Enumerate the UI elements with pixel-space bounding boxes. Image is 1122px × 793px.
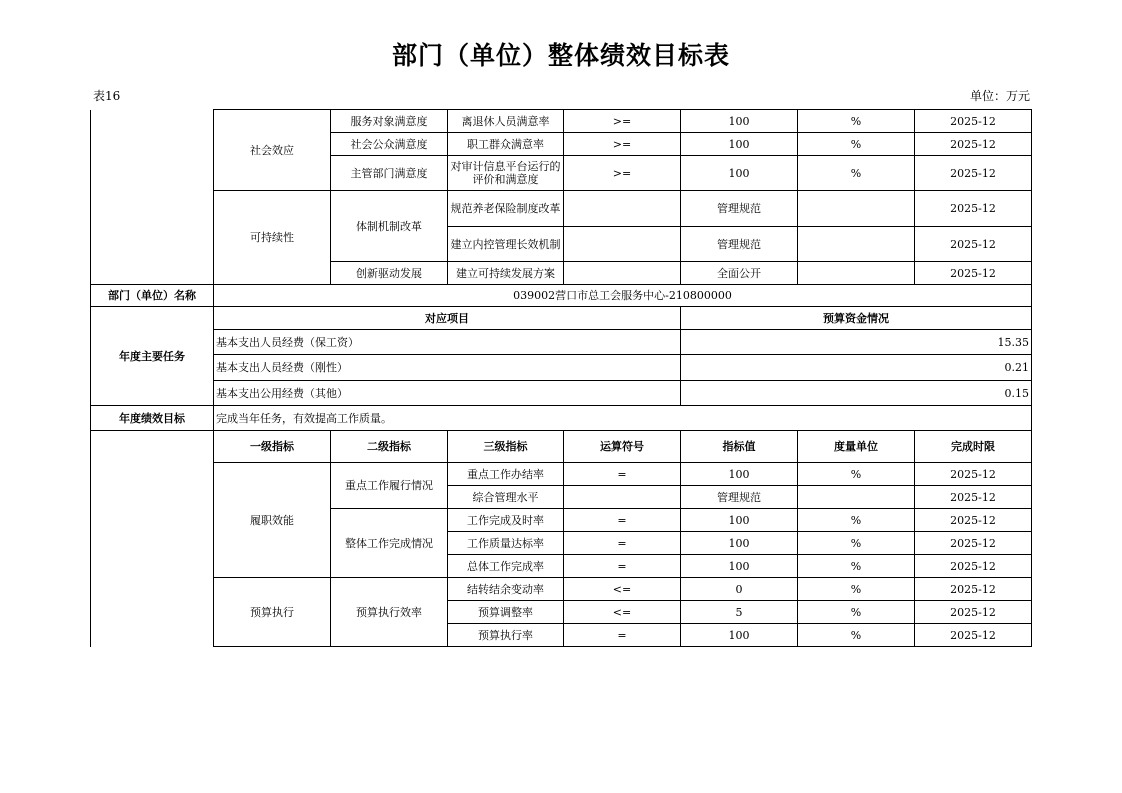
col-item-header: 对应项目 (214, 307, 681, 330)
unit-cell: % (798, 110, 915, 133)
level3-cell: 建立内控管理长效机制 (448, 227, 564, 262)
header-op: 运算符号 (564, 431, 681, 463)
table-row (91, 381, 1032, 406)
level2-cell: 服务对象满意度 (331, 110, 448, 133)
value-cell: 100 (681, 156, 798, 191)
value-cell: 100 (681, 624, 798, 647)
operator-cell (564, 191, 681, 227)
level3-cell: 综合管理水平 (448, 486, 564, 509)
operator-cell (564, 262, 681, 285)
deadline-cell: 2025-12 (915, 110, 1032, 133)
unit-cell (798, 191, 915, 227)
unit-cell: % (798, 156, 915, 191)
value-cell: 100 (681, 532, 798, 555)
unit-cell: % (798, 463, 915, 486)
level3-cell: 重点工作办结率 (448, 463, 564, 486)
level3-cell: 工作完成及时率 (448, 509, 564, 532)
task-budget: 0.15 (681, 381, 1032, 406)
level1-cell: 履职效能 (214, 463, 331, 578)
deadline-cell: 2025-12 (915, 532, 1032, 555)
annual-goal-value: 完成当年任务，有效提高工作质量。 (214, 406, 1032, 431)
header-l1: 一级指标 (214, 431, 331, 463)
indicator-header-row (91, 431, 1032, 463)
deadline-cell: 2025-12 (915, 486, 1032, 509)
level3-cell: 离退休人员满意率 (448, 110, 564, 133)
value-cell: 100 (681, 509, 798, 532)
value-cell: 100 (681, 463, 798, 486)
value-cell: 管理规范 (681, 486, 798, 509)
deadline-cell: 2025-12 (915, 227, 1032, 262)
header-l3: 三级指标 (448, 431, 564, 463)
header-l2: 二级指标 (331, 431, 448, 463)
dept-value: 039002营口市总工会服务中心-210800000 (214, 285, 1032, 307)
level3-cell: 规范养老保险制度改革 (448, 191, 564, 227)
value-cell: 100 (681, 133, 798, 156)
level1-cell: 社会效应 (214, 110, 331, 191)
level1-cell: 可持续性 (214, 191, 331, 285)
unit-cell (798, 227, 915, 262)
level3-cell: 建立可持续发展方案 (448, 262, 564, 285)
page-title: 部门（单位）整体绩效目标表 (391, 41, 730, 70)
operator-cell: >= (564, 133, 681, 156)
deadline-cell: 2025-12 (915, 463, 1032, 486)
dept-label: 部门（单位）名称 (91, 285, 214, 307)
level1-cell: 预算执行 (214, 578, 331, 647)
operator-cell: >= (564, 156, 681, 191)
table-row (91, 355, 1032, 381)
level2-cell: 预算执行效率 (331, 578, 448, 647)
deadline-cell: 2025-12 (915, 509, 1032, 532)
tasks-header-row (91, 307, 1032, 330)
deadline-cell: 2025-12 (915, 578, 1032, 601)
value-cell: 管理规范 (681, 227, 798, 262)
operator-cell: = (564, 463, 681, 486)
task-item: 基本支出人员经费（保工资） (214, 330, 681, 355)
dept-row (91, 285, 1032, 307)
operator-cell (564, 227, 681, 262)
unit-cell: % (798, 133, 915, 156)
unit-cell: % (798, 624, 915, 647)
level3-cell: 总体工作完成率 (448, 555, 564, 578)
level2-cell: 体制机制改革 (331, 191, 448, 262)
deadline-cell: 2025-12 (915, 133, 1032, 156)
unit-label: 单位：万元 (969, 89, 1030, 103)
performance-table (90, 109, 1032, 647)
value-cell: 100 (681, 110, 798, 133)
task-budget: 0.21 (681, 355, 1032, 381)
operator-cell: = (564, 624, 681, 647)
deadline-cell: 2025-12 (915, 262, 1032, 285)
task-item: 基本支出公用经费（其他） (214, 381, 681, 406)
deadline-cell: 2025-12 (915, 624, 1032, 647)
value-cell: 管理规范 (681, 191, 798, 227)
unit-cell: % (798, 555, 915, 578)
level3-cell: 结转结余变动率 (448, 578, 564, 601)
unit-cell: % (798, 601, 915, 624)
table-number: 表16 (93, 89, 121, 103)
level3-cell: 职工群众满意率 (448, 133, 564, 156)
continued-left-cell (91, 110, 214, 285)
header-unit: 度量单位 (798, 431, 915, 463)
unit-cell (798, 262, 915, 285)
table-row (91, 578, 1032, 601)
unit-cell: % (798, 509, 915, 532)
unit-cell: % (798, 532, 915, 555)
indicator-left-cell (91, 431, 214, 647)
deadline-cell: 2025-12 (915, 601, 1032, 624)
operator-cell: <= (564, 578, 681, 601)
level3-cell: 对审计信息平台运行的评价和满意度 (448, 156, 564, 191)
goal-row (91, 406, 1032, 431)
deadline-cell: 2025-12 (915, 156, 1032, 191)
header-val: 指标值 (681, 431, 798, 463)
table-row (91, 463, 1032, 486)
level2-cell: 创新驱动发展 (331, 262, 448, 285)
operator-cell: = (564, 555, 681, 578)
annual-goal-label: 年度绩效目标 (91, 406, 214, 431)
table-row (91, 191, 1032, 227)
operator-cell: = (564, 532, 681, 555)
table-row (91, 330, 1032, 355)
header-deadline: 完成时限 (915, 431, 1032, 463)
operator-cell: = (564, 509, 681, 532)
annual-tasks-label: 年度主要任务 (91, 307, 214, 406)
deadline-cell: 2025-12 (915, 191, 1032, 227)
level2-cell: 主管部门满意度 (331, 156, 448, 191)
task-item: 基本支出人员经费（刚性） (214, 355, 681, 381)
level3-cell: 工作质量达标率 (448, 532, 564, 555)
value-cell: 全面公开 (681, 262, 798, 285)
deadline-cell: 2025-12 (915, 555, 1032, 578)
operator-cell: >= (564, 110, 681, 133)
value-cell: 5 (681, 601, 798, 624)
value-cell: 100 (681, 555, 798, 578)
level2-cell: 重点工作履行情况 (331, 463, 448, 509)
operator-cell (564, 486, 681, 509)
operator-cell: <= (564, 601, 681, 624)
level3-cell: 预算执行率 (448, 624, 564, 647)
level3-cell: 预算调整率 (448, 601, 564, 624)
task-budget: 15.35 (681, 330, 1032, 355)
level2-cell: 整体工作完成情况 (331, 509, 448, 578)
value-cell: 0 (681, 578, 798, 601)
level2-cell: 社会公众满意度 (331, 133, 448, 156)
unit-cell (798, 486, 915, 509)
col-budget-header: 预算资金情况 (681, 307, 1032, 330)
unit-cell: % (798, 578, 915, 601)
table-row (91, 110, 1032, 133)
